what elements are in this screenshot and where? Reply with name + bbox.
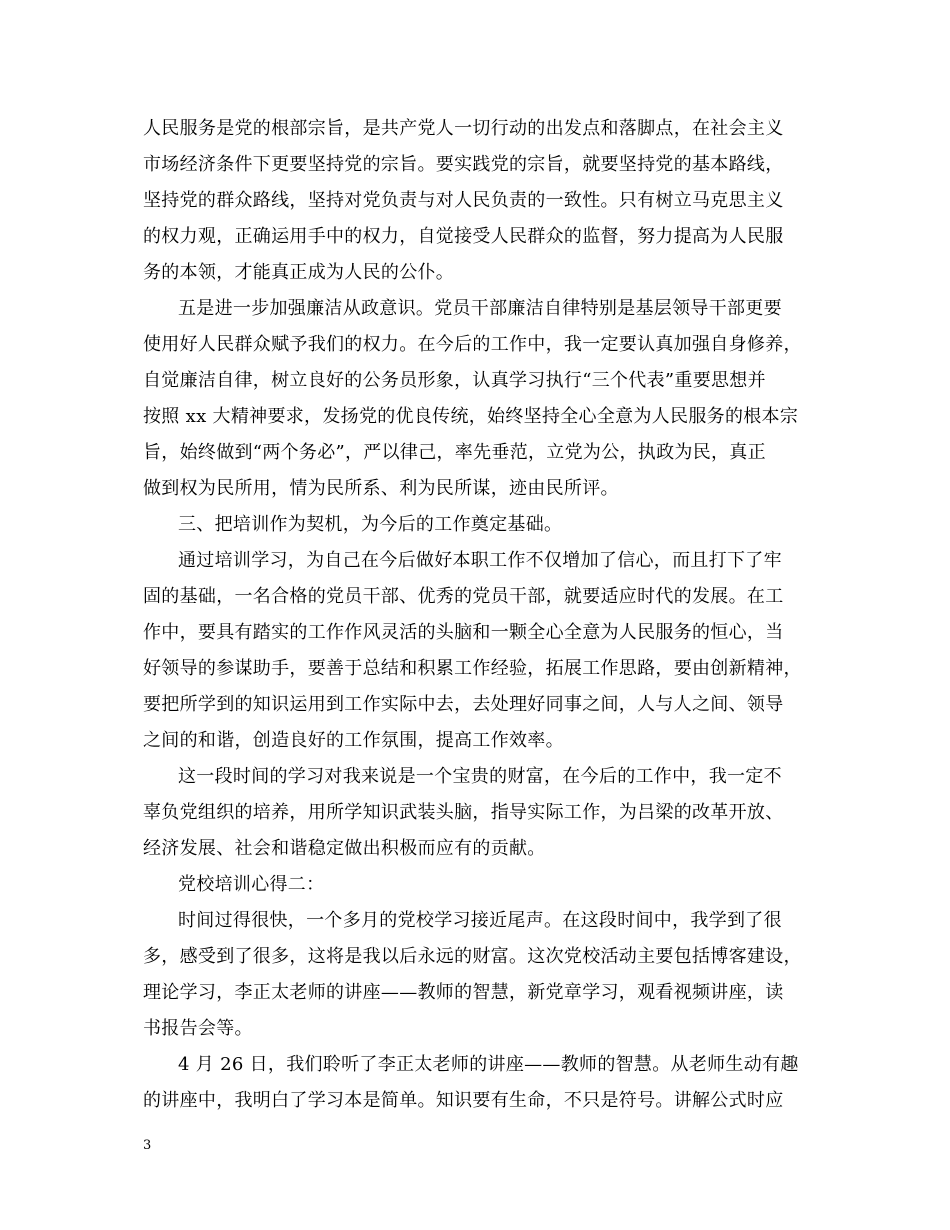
text-line: 书报告会等。 — [143, 1018, 253, 1039]
text-line: 作中，要具有踏实的工作作风灵活的头脑和一颗全心全意为人民服务的恒心，当 — [143, 622, 784, 643]
text-line: 务的本领，才能真正成为人民的公仆。 — [143, 262, 455, 283]
text-line: 五是进一步加强廉洁从政意识。党员干部廉洁自律特别是基层领导干部更要 — [178, 298, 782, 319]
text-line: 时间过得很快，一个多月的党校学习接近尾声。在这段时间中，我学到了很 — [178, 910, 782, 931]
text-line: 按照 xx 大精神要求，发扬党的优良传统，始终坚持全心全意为人民服务的根本宗 — [143, 406, 799, 427]
text-line: 人民服务是党的根部宗旨，是共产党人一切行动的出发点和落脚点，在社会主义 — [143, 118, 784, 139]
text-line: 好领导的参谋助手，要善于总结和积累工作经验，拓展工作思路，要由创新精神， — [143, 658, 802, 679]
text-line: 经济发展、社会和谐稳定做出积极而应有的贡献。 — [143, 838, 546, 859]
text-line: 4 月 26 日，我们聆听了李正太老师的讲座——教师的智慧。从老师生动有趣 — [178, 1054, 799, 1075]
section-heading: 党校培训心得二： — [178, 874, 325, 895]
text-line: 的讲座中，我明白了学习本是简单。知识要有生命，不只是符号。讲解公式时应 — [143, 1090, 784, 1111]
text-line: 自觉廉洁自律，树立良好的公务员形象，认真学习执行“三个代表”重要思想并 — [143, 370, 766, 391]
text-line: 辜负党组织的培养，用所学知识武装头脑，指导实际工作，为吕梁的改革开放、 — [143, 802, 784, 823]
text-line: 理论学习，李正太老师的讲座——教师的智慧，新党章学习，观看视频讲座，读 — [143, 982, 784, 1003]
text-line: 市场经济条件下更要坚持党的宗旨。要实践党的宗旨，就要坚持党的基本路线， — [143, 154, 784, 175]
text-line: 使用好人民群众赋予我们的权力。在今后的工作中，我一定要认真加强自身修养， — [143, 334, 802, 355]
text-line: 多，感受到了很多，这将是我以后永远的财富。这次党校活动主要包括博客建设， — [143, 946, 802, 967]
text-line: 的权力观，正确运用手中的权力，自觉接受人民群众的监督，努力提高为人民服 — [143, 226, 784, 247]
text-line: 固的基础，一名合格的党员干部、优秀的党员干部，就要适应时代的发展。在工 — [143, 586, 784, 607]
section-heading: 三、把培训作为契机，为今后的工作奠定基础。 — [178, 514, 563, 535]
text-line: 做到权为民所用，情为民所系、利为民所谋，迹由民所评。 — [143, 478, 619, 499]
page-number: 3 — [143, 1138, 152, 1153]
text-line: 要把所学到的知识运用到工作实际中去，去处理好同事之间，人与人之间、领导 — [143, 694, 784, 715]
text-line: 旨，始终做到“两个务必”，严以律己，率先垂范，立党为公，执政为民，真正 — [143, 442, 766, 463]
text-line: 通过培训学习，为自己在今后做好本职工作不仅增加了信心，而且打下了牢 — [178, 550, 782, 571]
text-line: 坚持党的群众路线，坚持对党负责与对人民负责的一致性。只有树立马克思主义 — [143, 190, 784, 211]
text-line: 这一段时间的学习对我来说是一个宝贵的财富，在今后的工作中，我一定不 — [178, 766, 782, 787]
text-line: 之间的和谐，创造良好的工作氛围，提高工作效率。 — [143, 730, 564, 751]
